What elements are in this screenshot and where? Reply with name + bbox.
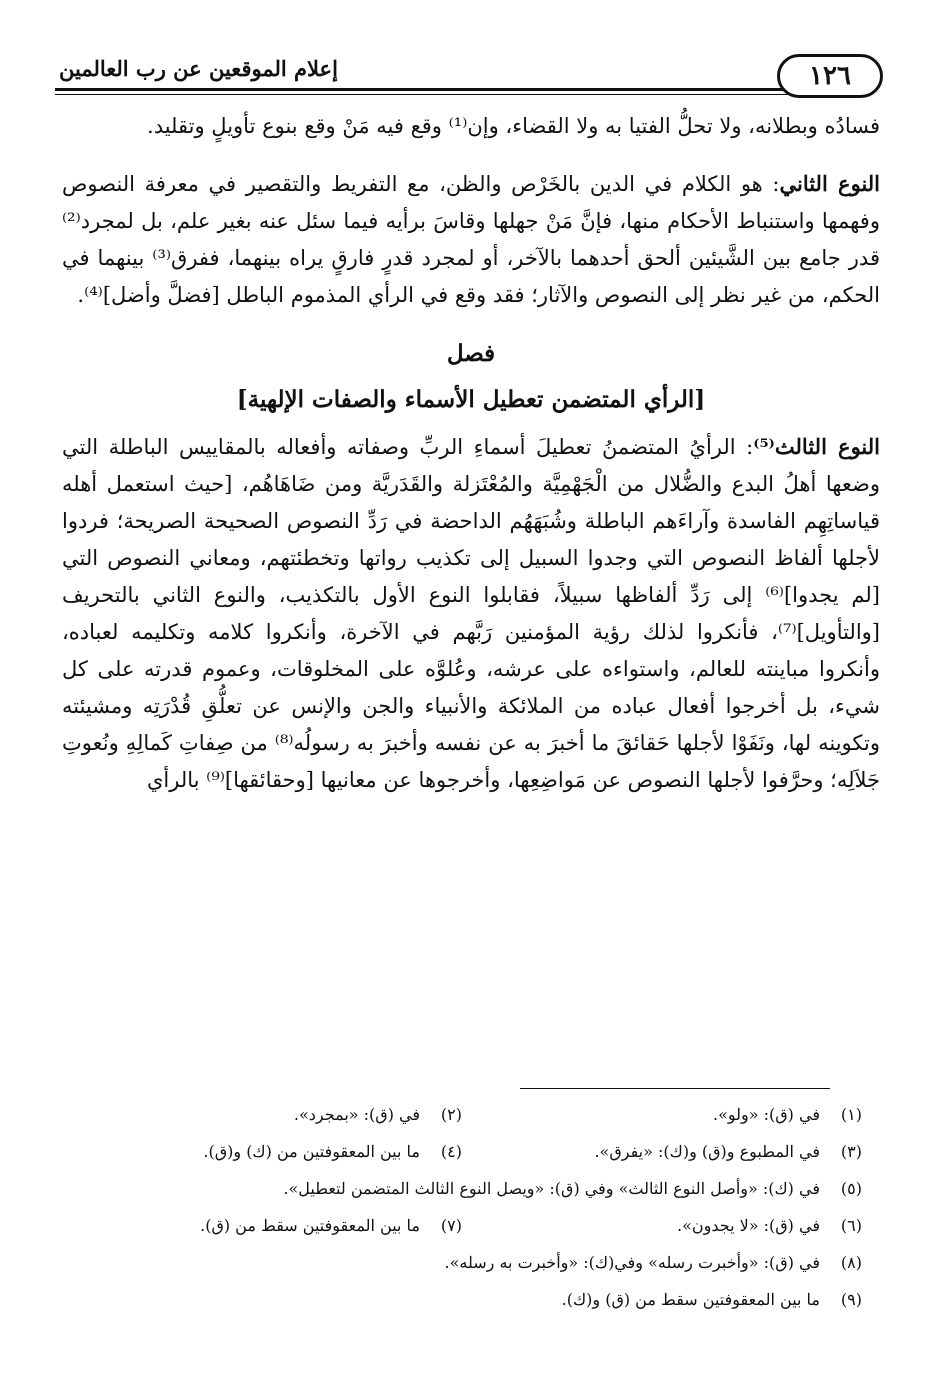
footnote-number: (٣) — [840, 1142, 862, 1161]
footnote-3 — [462, 1142, 862, 1161]
footnote-row — [62, 1244, 862, 1281]
footnote-8 — [445, 1253, 863, 1272]
footnote-text: ما بين المعقوفتين سقط من (ق). — [200, 1216, 420, 1235]
paragraph-2 — [62, 165, 880, 314]
paragraph-3-text: : الرأيُ المتضمنُ تعطيلَ أسماءِ الربِّ وصفاته وأفعاله بالمقاييس الباطلة التي وضعها أهلُ البدع والضُّلال من الْجَهْمِيَّة والمُعْتَزلة والقَدَريَّة ومن ضَاهَاهُم، [حيث استعمل أهله قياساتِهِم الفاسدة وآراءَهم الباطلة وشُبَهَهُم الداحضة في رَدِّ النصوص الصحيحة الصريحة؛ فردوا لأجلها ألفاظ النصوص التي وجدوا السبيل إلى تكذيب رواتها وتخطئتهم، ومعاني النصوص التي [لم يجدوا]⁽⁶⁾ إلى رَدِّ ألفاظها سبيلاً، فقابلوا النوع الأول بالتكذيب، والنوع الثاني بالتحريف [والتأويل]⁽⁷⁾، فأنكروا لذلك رؤية المؤمنين رَبَّهم في الآخرة، وأنكروا كلامه وتكليمه لعباده، وأنكروا مباينته للعالم، واستواءه على عرشه، وعُلوَّه على المخلوقات، وعموم قدرته على كل شيء، بل أخرجوا أفعال عباده من الملائكة والأنبياء والجن والإنس عن تعلُّقِ قُدْرَتِه ومشيئته وتكوينه لها، ونَفَوْا لأجلها حَقائقَ ما أخبرَ به عن نفسه وأخبرَ به رسولُه⁽⁸⁾ من صِفاتِ كَمالِهِ ونُعوتِ جَلاَلِه؛ وحرَّفوا لأجلها النصوص عن مَواضِعِها، وأخرجوها عن معانيها [وحقائقها]⁽⁹⁾ بالرأي — [62, 435, 880, 792]
footnote-1 — [462, 1105, 862, 1124]
page-header — [55, 38, 885, 100]
footnote-separator — [520, 1088, 830, 1089]
footnote-4 — [62, 1142, 462, 1161]
page-number-badge — [777, 54, 883, 98]
footnote-2 — [62, 1105, 462, 1124]
main-text — [62, 108, 880, 799]
footnote-number: (٦) — [840, 1216, 862, 1235]
footnote-5 — [283, 1179, 862, 1198]
footnote-number: (٤) — [440, 1142, 462, 1161]
footnote-row — [62, 1096, 862, 1133]
footnote-9 — [562, 1290, 862, 1309]
footnote-text: ما بين المعقوفتين سقط من (ق) و(ك). — [561, 1290, 820, 1309]
footnote-row — [62, 1281, 862, 1318]
section-title: فصل — [446, 340, 496, 367]
paragraph-2-lead: النوع الثاني — [779, 171, 881, 196]
footnote-7 — [62, 1216, 462, 1235]
paragraph-3 — [62, 428, 880, 799]
footnote-number: (١) — [840, 1105, 862, 1124]
footnote-number: (٨) — [840, 1253, 862, 1272]
footnote-6 — [462, 1216, 862, 1235]
footnote-text: في (ق): «بمجرد». — [293, 1105, 420, 1124]
running-title: إعلام الموقعين عن رب العالمين — [59, 56, 338, 81]
footnote-text: في (ق): «لا يجدون». — [677, 1216, 820, 1235]
footnote-text: في (ك): «وأصل النوع الثالث» وفي (ق): «ويصل النوع الثالث المتضمن لتعطيل». — [283, 1179, 820, 1198]
footnote-text: في المطبوع و(ق) و(ك): «يفرق». — [594, 1142, 820, 1161]
footnote-row — [62, 1170, 862, 1207]
footnote-text: في (ق): «وأخبرت رسله» وفي(ك): «وأخبرت به رسله». — [444, 1253, 820, 1272]
footnote-row — [62, 1207, 862, 1244]
section-subtitle: [الرأي المتضمن تعطيل الأسماء والصفات الإلهية] — [236, 386, 706, 413]
footnote-text: ما بين المعقوفتين من (ك) و(ق). — [203, 1142, 420, 1161]
footnote-number: (٥) — [840, 1179, 862, 1198]
header-rule-thick — [55, 88, 825, 91]
page-number: ١٢٦ — [809, 61, 851, 91]
footnote-text: في (ق): «ولو». — [713, 1105, 820, 1124]
header-rule-thin — [55, 94, 825, 95]
footnote-number: (٢) — [440, 1105, 462, 1124]
footnote-row — [62, 1133, 862, 1170]
paragraph-1: فسادُه وبطلانه، ولا تحلُّ الفتيا به ولا القضاء، وإن⁽¹⁾ وقع فيه مَنْ وقع بنوع تأويلٍ وتقليد. — [147, 114, 880, 138]
paragraph-2-text: : هو الكلام في الدين بالخَرْص والظن، مع التفريط والتقصير في معرفة النصوص وفهمها واستنباط الأحكام منها، فإنَّ مَنْ جهلها وقاسَ برأيه فيما سئل عنه بغير علم، بل لمجرد⁽²⁾ قدر جامع بين الشَّيئين ألحق أحدهما بالآخر، أو لمجرد قدرٍ فارقٍ يراه بينهما، ففرق⁽³⁾ بينهما في الحكم، من غير نظر إلى النصوص والآثار؛ فقد وقع في الرأي المذموم الباطل [فضلَّ وأضل]⁽⁴⁾. — [62, 172, 880, 307]
paragraph-3-lead: النوع الثالث⁽⁵⁾ — [753, 434, 880, 459]
footnote-number: (٩) — [840, 1290, 862, 1309]
footnote-number: (٧) — [440, 1216, 462, 1235]
footnotes — [62, 1096, 862, 1318]
